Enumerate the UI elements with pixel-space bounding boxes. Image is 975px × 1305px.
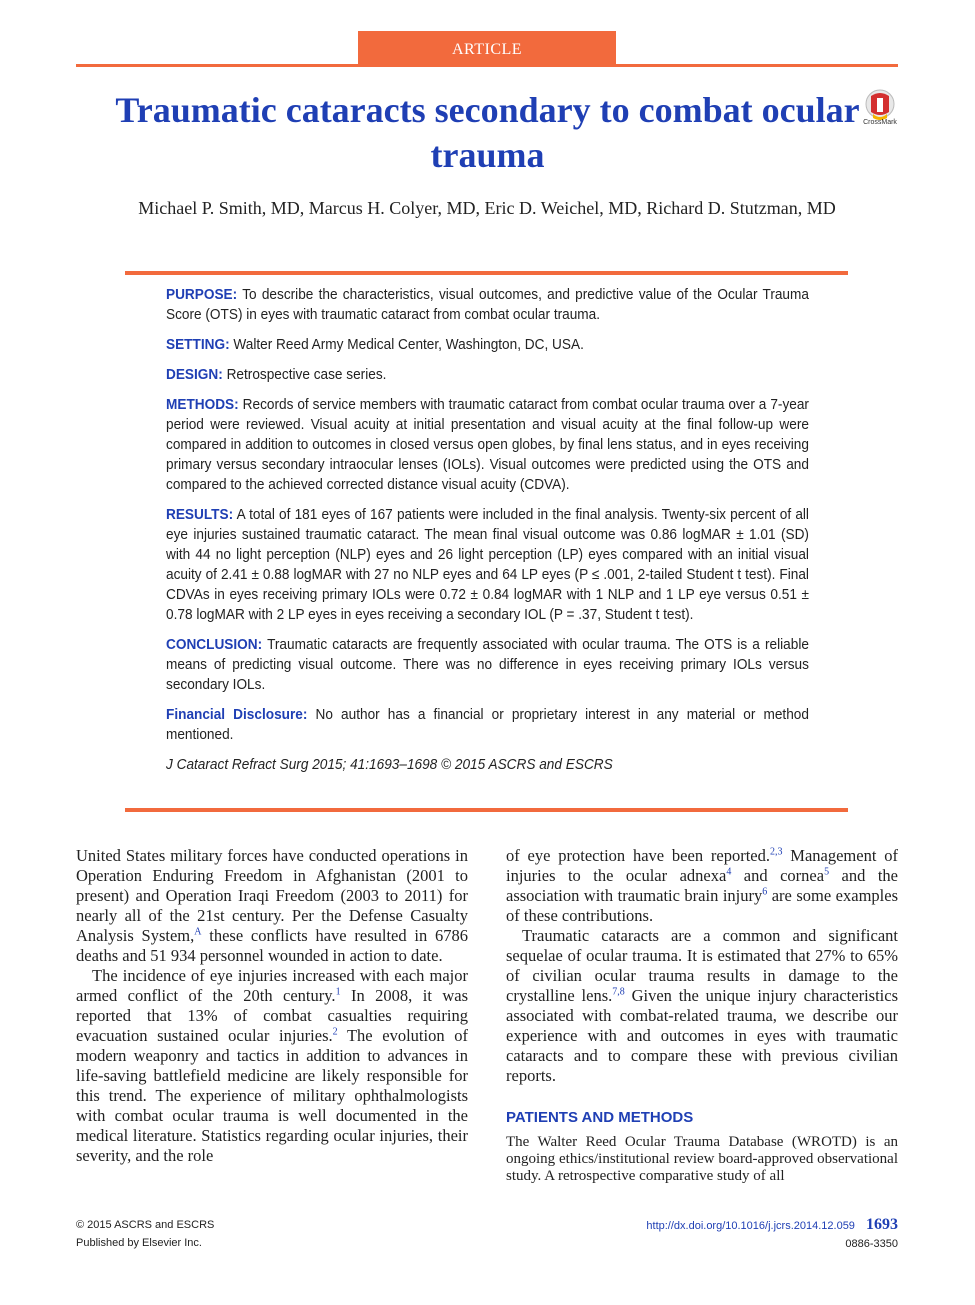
- reference-link[interactable]: 7,8: [612, 986, 625, 998]
- footer-right: [646, 1216, 898, 1253]
- methods-label: METHODS:: [166, 397, 239, 413]
- body-text: and cornea: [731, 866, 825, 885]
- article-type-badge: ARTICLE: [358, 31, 616, 66]
- abstract-disclosure: [166, 705, 809, 745]
- reference-link[interactable]: 2,3: [769, 846, 783, 858]
- disclosure-label: Financial Disclosure:: [166, 707, 308, 723]
- body-paragraph: The Walter Reed Ocular Trauma Database (WROTD) is an ongoing ethics/institutional review board-approved observational study. A retrospective comparative study of all: [506, 1134, 898, 1184]
- body-paragraph: [506, 926, 898, 1086]
- abstract-results: [166, 505, 809, 625]
- reference-link[interactable]: 1: [335, 986, 341, 998]
- section-heading: PATIENTS AND METHODS: [506, 1109, 694, 1126]
- issn-text: 0886-3350: [845, 1238, 898, 1250]
- page-number: 1693: [866, 1216, 898, 1233]
- setting-label: SETTING:: [166, 337, 230, 353]
- abstract: [166, 285, 809, 785]
- body-text: are some examples of these contributions.: [506, 886, 898, 925]
- abstract-conclusion: [166, 635, 809, 695]
- reference-link[interactable]: 6: [762, 886, 768, 898]
- abstract-purpose: [166, 285, 809, 325]
- copyright-text: © 2015 ASCRS and ESCRS: [76, 1219, 215, 1231]
- reference-link[interactable]: 4: [726, 866, 732, 878]
- abstract-design: [166, 365, 809, 385]
- reference-link[interactable]: 2: [332, 1026, 338, 1038]
- body-text: of eye protection have been reported.: [506, 846, 770, 865]
- abstract-setting: [166, 335, 809, 355]
- results-label: RESULTS:: [166, 507, 234, 523]
- header-rule: [76, 64, 898, 67]
- body-paragraph: [76, 966, 468, 1166]
- body-text: The evolution of modern weaponry and tactics in addition to advances in life-saving battlefield medicine are likely responsible for this trend. The experience of military ophthalmologists with combat ocular trauma is well documented in the medical literature. Statistics regarding ocular injuries, their severity, and the role: [76, 1026, 468, 1165]
- body-text: these conflicts have resulted in 6786 deaths and 51 934 personnel wounded in action to date.: [76, 926, 468, 965]
- methods-text: Records of service members with traumatic cataract from combat ocular trauma over a 7-year period were reviewed. Visual acuity at initial presentation and visual acuity at the final follow-up were compared in addition to outcomes in closed versus open globes, by final lens status, and in eyes receiving primary versus secondary intraocular lenses (IOLs). Visual outcomes were predicted using the OTS and compared to the achieved corrected distance visual acuity (CDVA).: [166, 397, 809, 493]
- results-text: A total of 181 eyes of 167 patients were included in the final analysis. Twenty-six percent of all eye injuries sustained traumatic cataract. The mean final visual outcome was 0.86 logMAR ± 1.01 (SD) with 44 no light perception (NLP) eyes and 26 light perception (LP) eyes compared with an initial visual acuity of 2.41 ± 0.88 logMAR with 27 no NLP eyes and 64 LP eyes (P ≤ .001, 2-tailed Student t test). Final CDVAs in eyes receiving primary IOLs were 0.72 ± 0.84 logMAR with 1 NLP and 1 LP eye versus 0.51 ± 0.78 logMAR with 2 LP eyes in eyes receiving a secondary IOL (P = .37, Student t test).: [166, 507, 809, 623]
- author-list: Michael P. Smith, MD, Marcus H. Colyer, MD, Eric D. Weichel, MD, Richard D. Stutzman, MD: [138, 198, 836, 218]
- footer-left: [76, 1216, 214, 1252]
- article-title: Traumatic cataracts secondary to combat ocular trauma: [115, 90, 860, 175]
- body-paragraph: [76, 846, 468, 966]
- journal-citation: J Cataract Refract Surg 2015; 41:1693–1698 © 2015 ASCRS and ESCRS: [166, 757, 613, 773]
- abstract-top-rule: [125, 271, 848, 275]
- setting-text: Walter Reed Army Medical Center, Washington, DC, USA.: [233, 337, 584, 353]
- abstract-methods: [166, 395, 809, 495]
- purpose-text: To describe the characteristics, visual outcomes, and predictive value of the Ocular Trauma Score (OTS) in eyes with traumatic cataract from combat ocular trauma.: [166, 287, 809, 323]
- design-label: DESIGN:: [166, 367, 223, 383]
- body-text: United States military forces have conducted operations in Operation Enduring Freedom in Afghanistan (2001 to present) and Operation Iraqi Freedom (2003 to 2011) for nearly all of the 21st century. Per the Defense Casualty Analysis System,: [76, 846, 468, 945]
- design-text: Retrospective case series.: [226, 367, 387, 383]
- body-text: Given the unique injury characteristics associated with combat-related trauma, we describe our experience with and outcomes in eyes with traumatic cataracts and to compare these with previous civilian reports.: [506, 986, 898, 1085]
- body-text: In 2008, it was reported that 13% of combat casualties requiring evacuation sustained ocular injuries.: [76, 986, 468, 1045]
- disclosure-text: No author has a financial or proprietary interest in any material or method mentioned.: [166, 707, 809, 743]
- crossmark-label: CrossMark: [863, 119, 897, 126]
- purpose-label: PURPOSE:: [166, 287, 238, 303]
- body-text: Management of injuries to the ocular adnexa: [506, 846, 898, 885]
- reference-link[interactable]: A: [194, 926, 202, 938]
- publisher-text: Published by Elsevier Inc.: [76, 1237, 202, 1249]
- conclusion-label: CONCLUSION:: [166, 637, 263, 653]
- abstract-bottom-rule: [125, 808, 848, 812]
- doi-link[interactable]: http://dx.doi.org/10.1016/j.jcrs.2014.12.059: [646, 1220, 855, 1232]
- reference-link[interactable]: 5: [824, 866, 830, 878]
- body-text: The incidence of eye injuries increased with each major armed conflict of the 20th century.: [76, 966, 468, 1005]
- body-column-right: [506, 846, 898, 1185]
- body-column-left: [76, 846, 468, 1166]
- body-paragraph: [506, 846, 898, 926]
- body-text: and the association with traumatic brain injury: [506, 866, 898, 905]
- body-text: Traumatic cataracts are a common and significant sequelae of ocular trauma. It is estimated that 27% to 65% of civilian ocular trauma results in damage to the crystalline lens.: [506, 926, 898, 1005]
- conclusion-text: Traumatic cataracts are frequently associated with ocular trauma. The OTS is a reliable means of predicting visual outcome. There was no difference in eyes receiving primary IOLs versus secondary IOLs.: [166, 637, 809, 693]
